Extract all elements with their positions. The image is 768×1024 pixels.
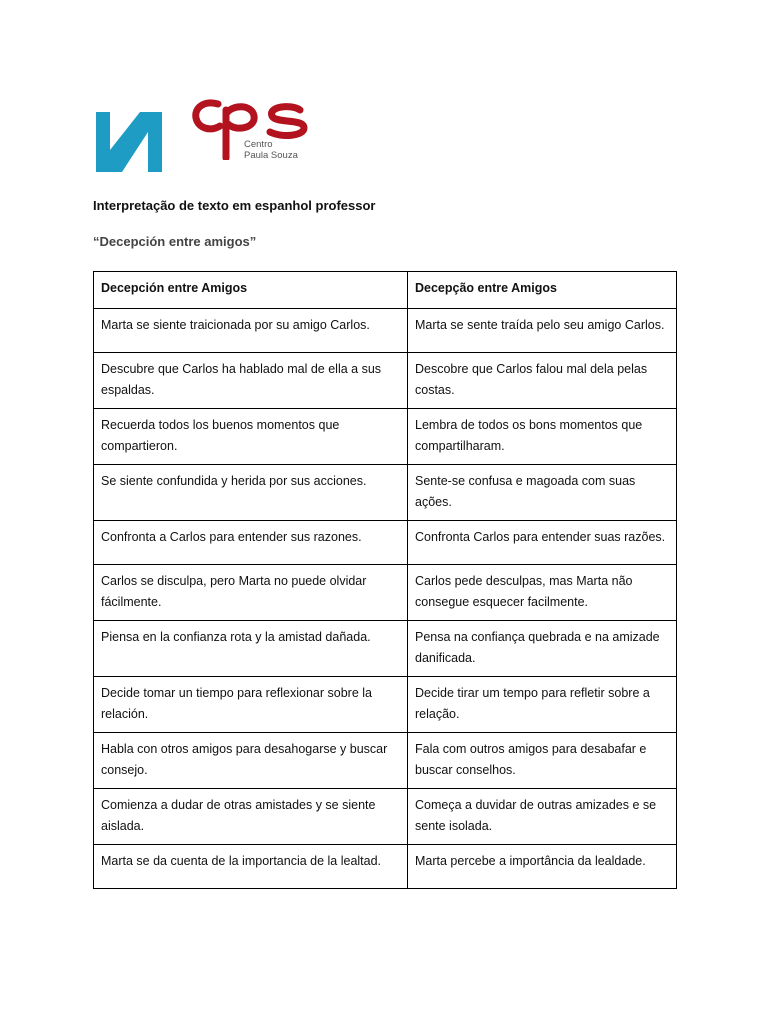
- table-row: [94, 565, 677, 621]
- cell-spanish: Recuerda todos los buenos momentos que compartieron.: [94, 409, 408, 465]
- cps-subtitle-line1: Centro: [244, 139, 273, 150]
- cell-portuguese: Marta percebe a importância da lealdade.: [408, 845, 677, 889]
- cell-spanish: Carlos se disculpa, pero Marta no puede olvidar fácilmente.: [94, 565, 408, 621]
- table-row: [94, 677, 677, 733]
- cell-spanish: Habla con otros amigos para desahogarse y buscar consejo.: [94, 733, 408, 789]
- table-row: [94, 409, 677, 465]
- cell-portuguese: Pensa na confiança quebrada e na amizade danificada.: [408, 621, 677, 677]
- table-row: [94, 521, 677, 565]
- cell-portuguese: Confronta Carlos para entender suas razões.: [408, 521, 677, 565]
- cps-subtitle: [244, 139, 298, 161]
- institution-k-logo: [96, 110, 176, 172]
- cell-portuguese: Marta se sente traída pelo seu amigo Carlos.: [408, 309, 677, 353]
- table-header-row: [94, 272, 677, 309]
- table-row: [94, 621, 677, 677]
- table-row: [94, 789, 677, 845]
- header-logos: [96, 96, 336, 176]
- table-row: [94, 353, 677, 409]
- cell-portuguese: Fala com outros amigos para desabafar e buscar conselhos.: [408, 733, 677, 789]
- document-subtitle: “Decepción entre amigos”: [93, 234, 257, 249]
- cell-spanish: Se siente confundida y herida por sus acciones.: [94, 465, 408, 521]
- header-portuguese: Decepção entre Amigos: [408, 272, 677, 309]
- cell-spanish: Descubre que Carlos ha hablado mal de ella a sus espaldas.: [94, 353, 408, 409]
- cell-spanish: Decide tomar un tiempo para reflexionar sobre la relación.: [94, 677, 408, 733]
- table-row: [94, 309, 677, 353]
- cell-portuguese: Lembra de todos os bons momentos que compartilharam.: [408, 409, 677, 465]
- cell-portuguese: Sente-se confusa e magoada com suas ações.: [408, 465, 677, 521]
- cell-spanish: Confronta a Carlos para entender sus razones.: [94, 521, 408, 565]
- cell-spanish: Comienza a dudar de otras amistades y se siente aislada.: [94, 789, 408, 845]
- cell-spanish: Marta se siente traicionada por su amigo Carlos.: [94, 309, 408, 353]
- cell-spanish: Marta se da cuenta de la importancia de la lealtad.: [94, 845, 408, 889]
- cell-portuguese: Decide tirar um tempo para refletir sobre a relação.: [408, 677, 677, 733]
- cell-spanish: Piensa en la confianza rota y la amistad dañada.: [94, 621, 408, 677]
- cps-subtitle-line2: Paula Souza: [244, 150, 298, 161]
- comparison-table: [93, 271, 677, 889]
- table-row: [94, 845, 677, 889]
- table-row: [94, 465, 677, 521]
- cell-portuguese: Descobre que Carlos falou mal dela pelas costas.: [408, 353, 677, 409]
- cell-portuguese: Carlos pede desculpas, mas Marta não consegue esquecer facilmente.: [408, 565, 677, 621]
- table-row: [94, 733, 677, 789]
- header-spanish: Decepción entre Amigos: [94, 272, 408, 309]
- document-title: Interpretação de texto em espanhol professor: [93, 198, 376, 213]
- cell-portuguese: Começa a duvidar de outras amizades e se sente isolada.: [408, 789, 677, 845]
